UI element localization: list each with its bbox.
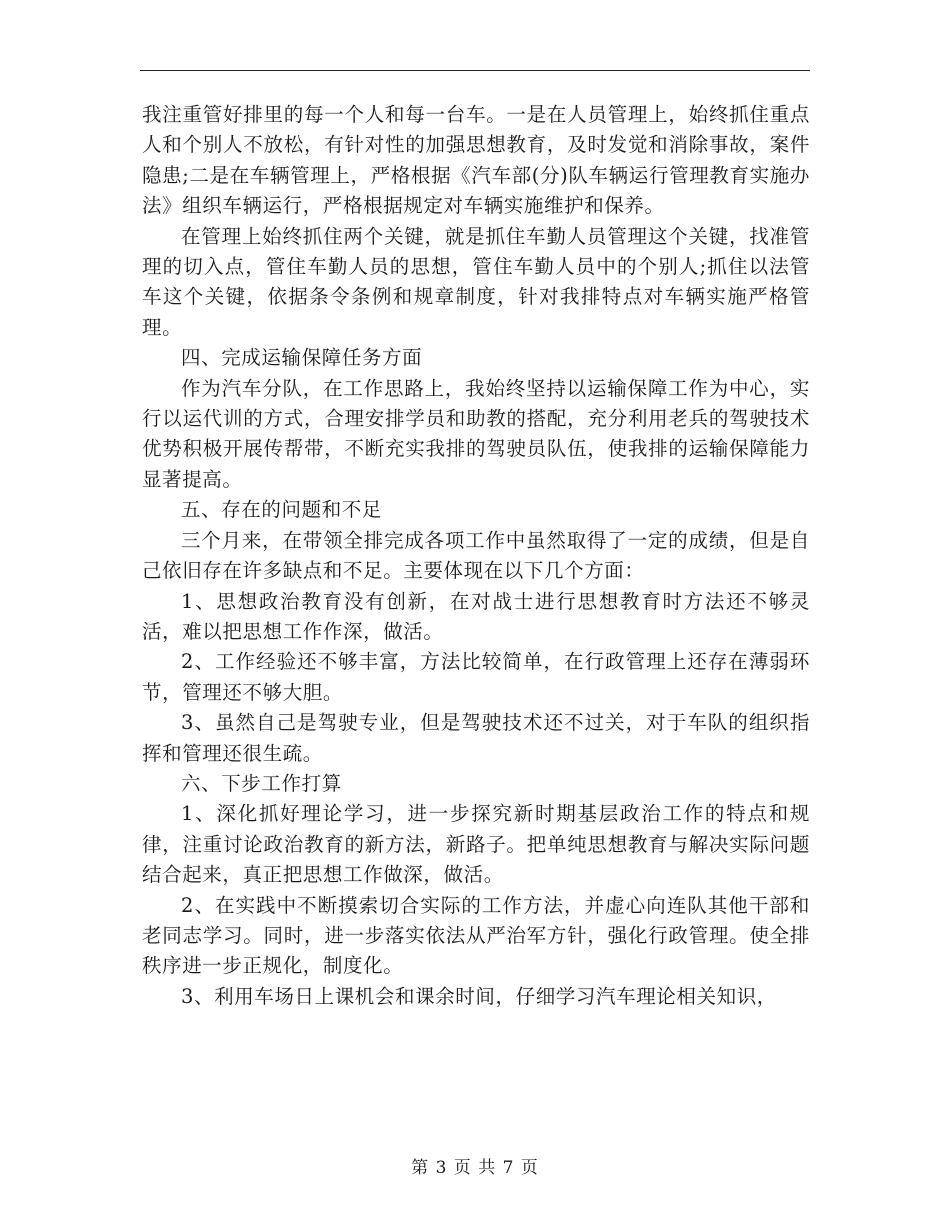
list-item-problem-1: 1、思想政治教育没有创新，在对战士进行思想教育时方法还不够灵活，难以把思想工作作深，做活。: [142, 589, 810, 643]
list-item-plan-1: 1、深化抓好理论学习，进一步探究新时期基层政治工作的特点和规律，注重讨论政治教育的新方法，新路子。把单纯思想教育与解决实际问题结合起来，真正把思想工作做深，做活。: [142, 802, 810, 887]
list-item-plan-3: 3、利用车场日上课机会和课余时间，仔细学习汽车理论相关知识，: [181, 984, 777, 1008]
document-body: [142, 100, 810, 1012]
page-footer: 第 3 页 共 7 页: [411, 1158, 539, 1178]
paragraph-3: 作为汽车分队，在工作思路上，我始终坚持以运输保障工作为中心，实行以运代训的方式，合理安排学员和助教的搭配，充分利用老兵的驾驶技术优势积极开展传帮带，不断充实我排的驾驶员队伍，使我排的运输保障能力显著提高。: [142, 376, 810, 491]
section-heading-6: 六、下步工作打算: [181, 771, 342, 795]
paragraph-2: 在管理上始终抓住两个关键，就是抓住车勤人员管理这个关键，找准管理的切入点，管住车勤人员的思想，管住车勤人员中的个别人;抓住以法管车这个关键，依据条令条例和规章制度，针对我排特点对车辆实施严格管理。: [142, 224, 810, 339]
section-heading-5: 五、存在的问题和不足: [181, 498, 383, 522]
paragraph-4: 三个月来，在带领全排完成各项工作中虽然取得了一定的成绩，但是自己依旧存在许多缺点和不足。主要体现在以下几个方面：: [142, 528, 810, 583]
section-heading-4: 四、完成运输保障任务方面: [181, 346, 423, 370]
list-item-problem-3: 3、虽然自己是驾驶专业，但是驾驶技术还不过关，对于车队的组织指挥和管理还很生疏。: [142, 711, 810, 765]
list-item-plan-2: 2、在实践中不断摸索切合实际的工作方法，并虚心向连队其他干部和老同志学习。同时，进一步落实依法从严治军方针，强化行政管理。使全排秩序进一步正规化，制度化。: [142, 893, 810, 978]
header-rule: [140, 70, 810, 71]
list-item-problem-2: 2、工作经验还不够丰富，方法比较简单，在行政管理上还存在薄弱环节，管理还不够大胆。: [142, 650, 810, 704]
paragraph-1: 我注重管好排里的每一个人和每一台车。一是在人员管理上，始终抓住重点人和个别人不放松，有针对性的加强思想教育，及时发觉和消除事故，案件隐患;二是在车辆管理上，严格根据《汽车部(分)队车辆运行管理教育实施办法》组织车辆运行，严格根据规定对车辆实施维护和保养。: [142, 103, 810, 218]
